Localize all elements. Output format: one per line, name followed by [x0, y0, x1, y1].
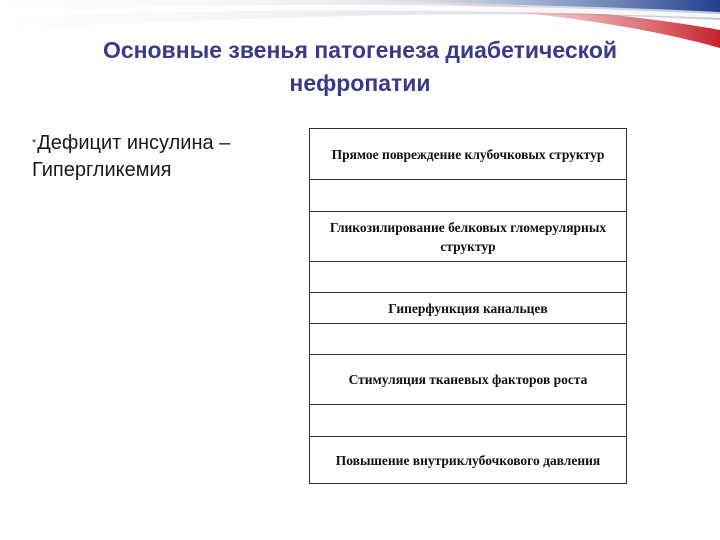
flow-box-4: Стимуляция тканевых факторов роста: [310, 354, 626, 404]
flow-box-5: Повышение внутриклубочкового давления: [310, 436, 626, 483]
flow-spacer: [310, 404, 626, 436]
flow-spacer: [310, 261, 626, 292]
pathogenesis-flow-table: [309, 128, 627, 484]
bullet-item: [32, 128, 292, 184]
flow-spacer: [310, 179, 626, 211]
flow-box-1: Прямое повреждение клубочковых структур: [331, 146, 605, 162]
bullet-marker-icon: •: [32, 134, 37, 148]
slide-title: Основные звенья патогенеза диабетической нефропатии: [102, 37, 618, 96]
flow-box-3: Гиперфункция канальцев: [310, 292, 626, 323]
flow-spacer: [310, 323, 626, 354]
flow-box-2: Гликозилирование белковых гломерулярных структур: [310, 211, 626, 261]
bullet-text: Дефицит инсулина – Гипергликемия: [32, 132, 231, 181]
